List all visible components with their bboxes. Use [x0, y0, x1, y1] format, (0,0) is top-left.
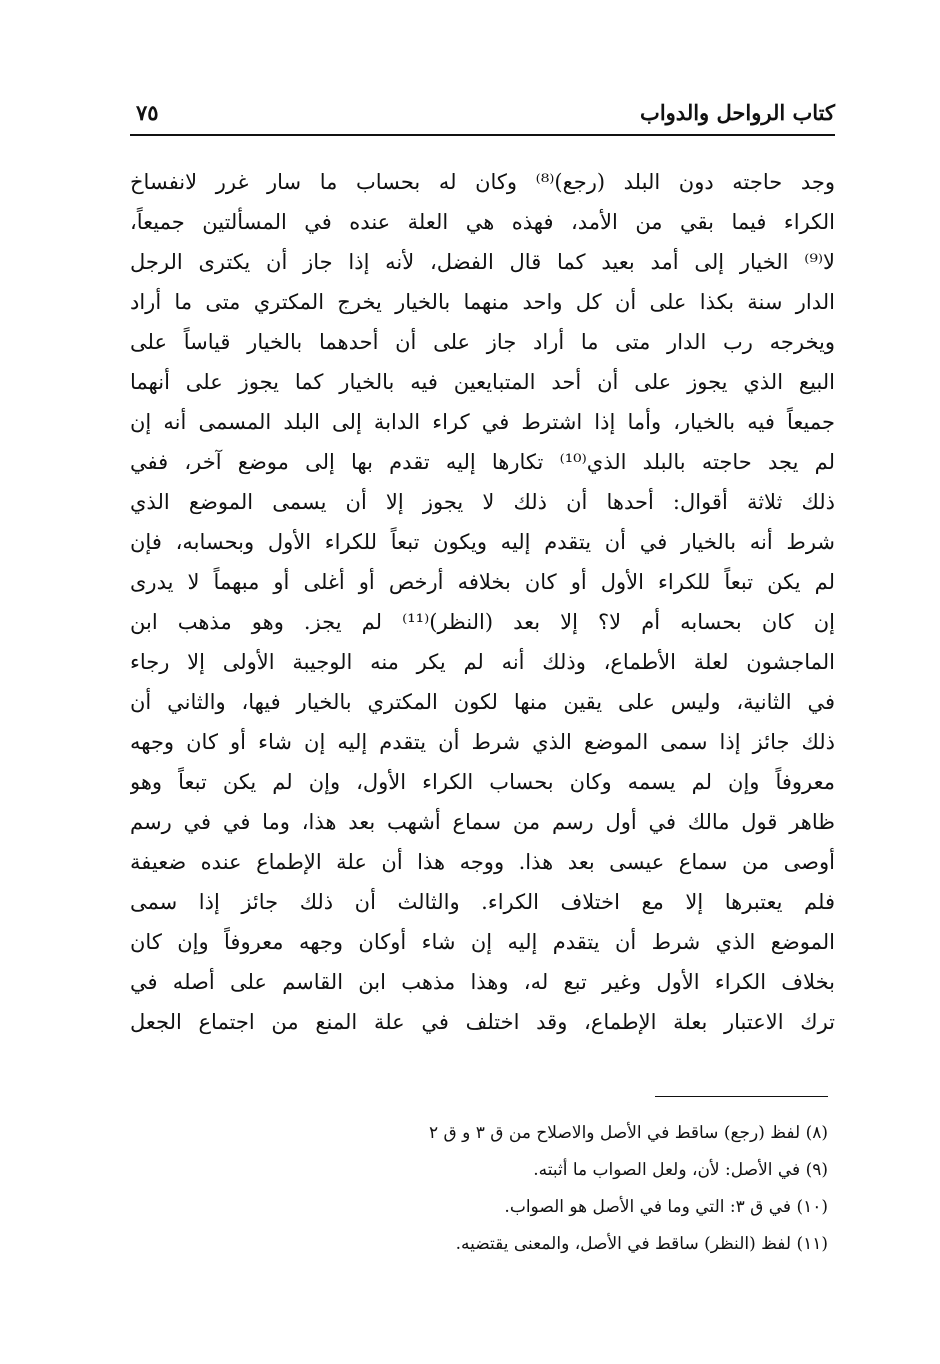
- text-line: البيع الذي يجوز على أن أحد المتبايعين فيه بالخيار كما يجوز على أنهما: [130, 370, 835, 394]
- text-line: لم يكن تبعاً للكراء الأول أو كان بخلافه أرخص أو أغلى أو مبهماً لا يدرى: [130, 570, 835, 594]
- text-line: جميعاً فيه بالخيار، وأما إذا اشترط في كراء الدابة إلى البلد المسمى أنه إن: [130, 410, 835, 434]
- page-number: ٧٥: [136, 100, 159, 125]
- footnote-10: (١٠) في ق ٣: التي وما في الأصل هو الصواب.: [504, 1197, 828, 1217]
- text-line: في الثانية، وليس على يقين منها لكون المكتري بالخيار فيها، والثاني أن: [130, 690, 835, 714]
- text-line: ذلك ثلاثة أقوال: أحدها أن ذلك لا يجوز إلا أن يسمى الموضع الذي: [130, 490, 835, 514]
- text-line: الموضع الذي شرط أن يتقدم إليه إن شاء أوكان وجهه معروفاً وإن كان: [130, 930, 835, 954]
- running-title: كتاب الرواحل والدواب: [640, 100, 835, 125]
- text-line: الماجشون لعلة الأطماع، وذلك أنه لم يكر منه الوجيبة الأولى إلا رجاء: [130, 650, 835, 674]
- text-line: وجد حاجته دون البلد (رجع)⁽⁸⁾ وكان له بحساب ما سار غرر لانفساخ: [130, 170, 835, 194]
- footnote-8: (٨) لفظ (رجع) ساقط في الأصل والاصلاح من ق ٣ و ق ٢: [428, 1123, 828, 1143]
- text-line: لا⁽⁹⁾ الخيار إلى أمد بعيد كما قال الفضل، لأنه إذا جاز أن يكترى الرجل: [130, 250, 835, 274]
- text-line: أوصى من سماع عيسى بعد هذا. ووجه هذا أن علة الإطماع عنده ضعيفة: [130, 850, 835, 874]
- text-line: إن كان بحسابه أم لا؟ إلا بعد (النظر)⁽¹¹⁾ لم يجز. وهو مذهب ابن: [130, 610, 835, 634]
- text-line: ظاهر قول مالك في أول رسم من سماع أشهب بعد هذا، وما في في رسم: [130, 810, 835, 834]
- text-line: الكراء فيما بقي من الأمد، فهذه هي العلة عنده في المسألتين جميعاً،: [130, 210, 835, 234]
- page-header: [130, 98, 835, 134]
- text-line: الدار سنة بكذا على أن كل واحد منهما بالخيار يخرج المكتري متى ما أراد: [130, 290, 835, 314]
- text-line: ذلك جائز إذا سمى الموضع الذي شرط أن يتقدم إليه إن شاء أو كان وجهه: [130, 730, 835, 754]
- text-line: لم يجد حاجته بالبلد الذي⁽¹⁰⁾ تكارها إليه تقدم بها إلى موضع آخر، ففي: [130, 450, 835, 474]
- text-line: ترك الاعتبار بعلة الإطماع، وقد اختلف في علة المنع من اجتماع الجعل: [130, 1010, 835, 1034]
- footnote-rule: [655, 1096, 828, 1097]
- footnote-11: (١١) لفظ (النظر) ساقط في الأصل، والمعنى يقتضيه.: [455, 1234, 828, 1254]
- text-line: شرط أنه بالخيار في أن يتقدم إليه ويكون تبعاً للكراء الأول وبحسابه، فإن: [130, 530, 835, 554]
- body-text: [130, 162, 835, 1042]
- footnotes: [300, 1115, 828, 1263]
- header-rule: [130, 134, 835, 136]
- text-line: معروفاً وإن لم يسمه وكان بحساب الكراء الأول، وإن لم يكن تبعاً وهو: [130, 770, 835, 794]
- text-line: فلم يعتبرها إلا مع اختلاف الكراء. والثالث أن ذلك جائز إذا سمى: [130, 890, 835, 914]
- footnote-9: (٩) في الأصل: لأن، ولعل الصواب ما أثبته.: [533, 1160, 828, 1180]
- text-line: بخلاف الكراء الأول وغير تبع له، وهذا مذهب ابن القاسم على أصله في: [130, 970, 835, 994]
- text-line: ويخرجه رب الدار متى ما أراد جاز على أن أحدهما بالخيار قياساً على: [130, 330, 835, 354]
